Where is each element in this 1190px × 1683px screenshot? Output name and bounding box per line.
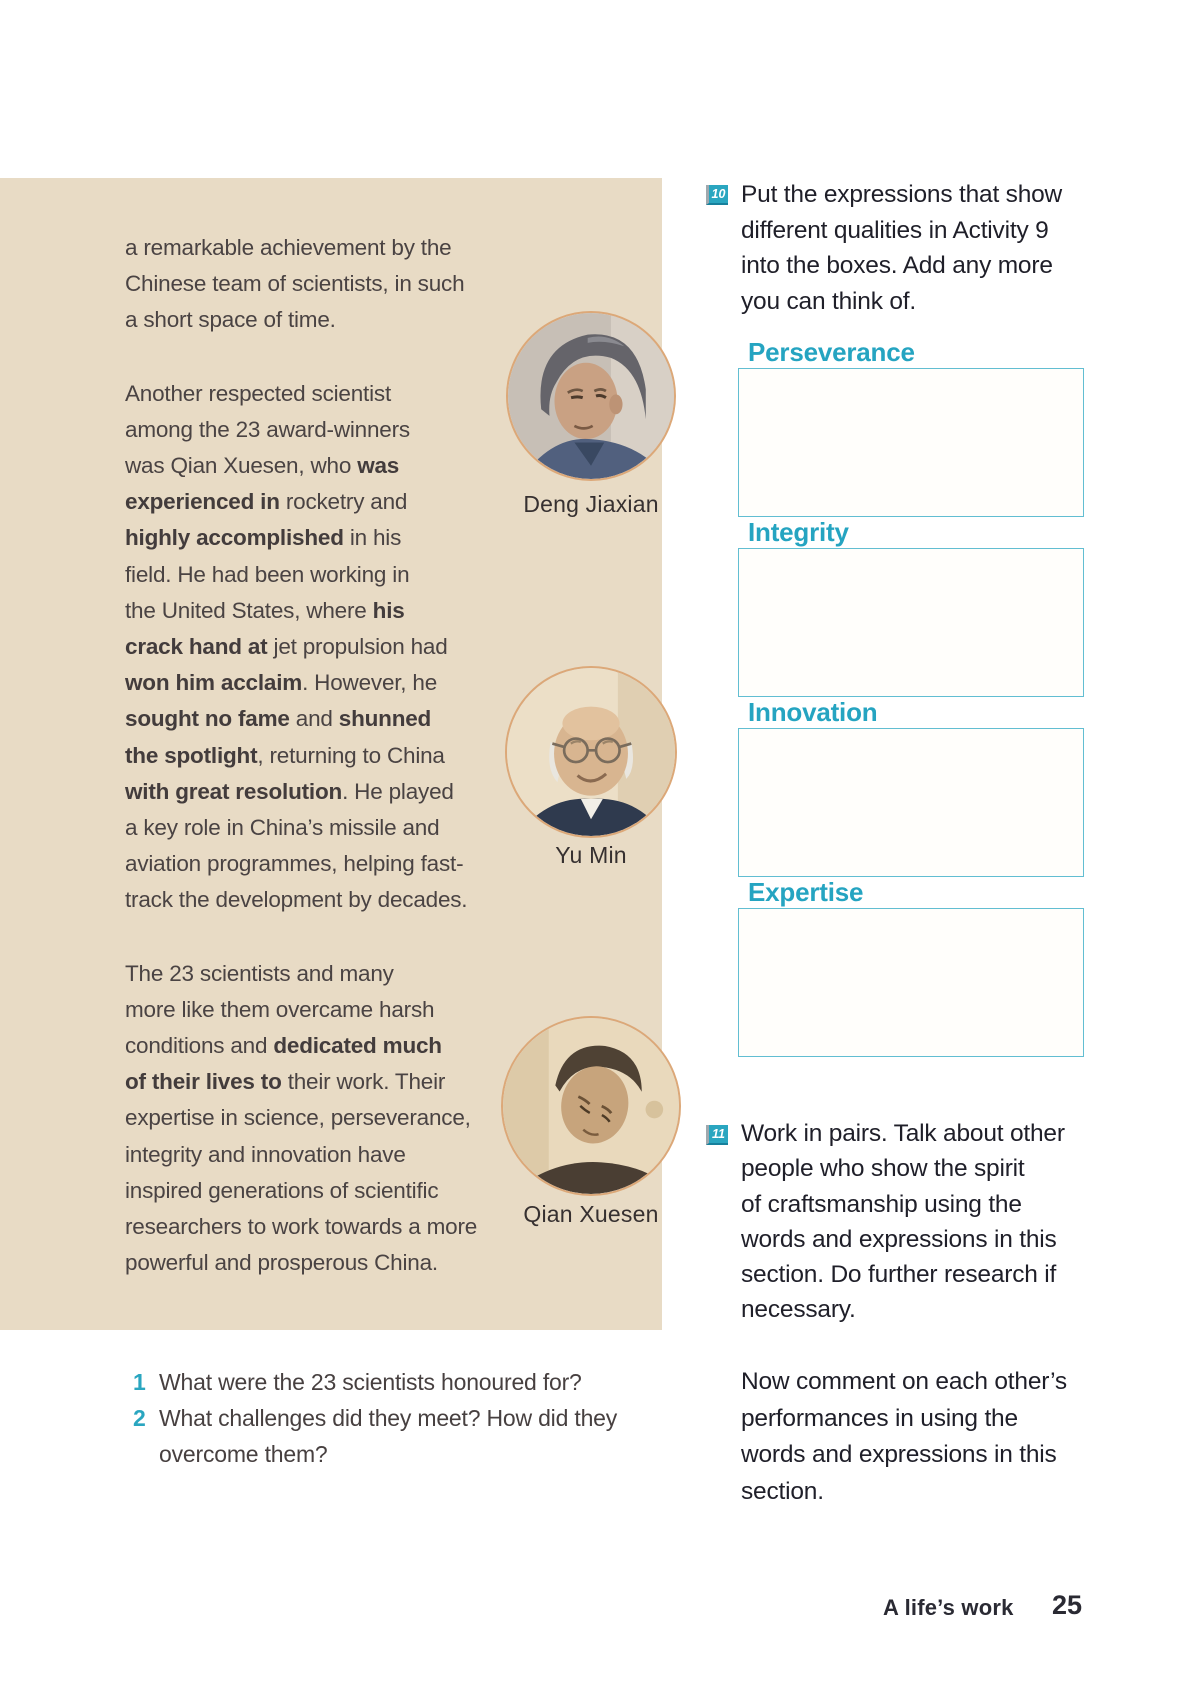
- photo-caption-qian-xuesen: Qian Xuesen: [523, 1201, 659, 1227]
- quality-boxes-container: [738, 338, 1084, 1058]
- footer-page-number: 25: [1052, 1590, 1083, 1620]
- quality-group-innovation: [738, 698, 1084, 877]
- activity-10-badge: 10: [706, 185, 728, 205]
- portrait-qian-xuesen-image: [501, 1016, 681, 1196]
- quality-box-expertise[interactable]: [738, 908, 1084, 1057]
- quality-label-innovation: Innovation: [748, 697, 878, 727]
- question-number: 2: [133, 1405, 146, 1431]
- quality-box-innovation[interactable]: [738, 728, 1084, 877]
- photo-yu-min: [505, 666, 677, 868]
- quality-label-integrity: Integrity: [748, 517, 849, 547]
- question-item-2: [133, 1400, 693, 1472]
- quality-group-integrity: [738, 518, 1084, 697]
- article-paragraph: The 23 scientists and many more like them overcame harsh conditions and dedicated much of their lives to their work. Their expertise in science, perseverance, integrity and innovation have inspired generations of scientific researchers to work towards a more powerful and prosperous China.: [125, 960, 478, 1276]
- article-paragraph: a remarkable achievement by the Chinese team of scientists, in such a short space of time.: [125, 235, 465, 333]
- quality-box-integrity[interactable]: [738, 548, 1084, 697]
- footer-section-title: A life’s work: [883, 1595, 1014, 1620]
- quality-label-perseverance: Perseverance: [748, 337, 915, 367]
- question-text: What challenges did they meet? How did they overcome them?: [159, 1405, 618, 1467]
- quality-label-expertise: Expertise: [748, 877, 864, 907]
- portrait-deng-jiaxian-image: [506, 311, 676, 481]
- photo-qian-xuesen: [501, 1016, 681, 1227]
- activity-11-badge: 11: [706, 1125, 728, 1145]
- photo-caption-deng-jiaxian: Deng Jiaxian: [523, 491, 659, 517]
- article-paragraph: Another respected scientist among the 23 award-winners was Qian Xuesen, who was experienced in rocketry and highly accomplished in his field. He had been working in the United States, where his crack hand at jet propulsion had won him acclaim. However, he sought no fame and shunned the spotlight, returning to China with great resolution. He played a key role in China’s missile and aviation programmes, helping fast- track the development by decades.: [125, 380, 468, 913]
- portrait-yu-min-image: [505, 666, 677, 838]
- question-item-1: [133, 1364, 693, 1400]
- comprehension-questions: [133, 1364, 693, 1472]
- photo-deng-jiaxian: [506, 311, 676, 517]
- question-number: 1: [133, 1369, 146, 1395]
- quality-box-perseverance[interactable]: [738, 368, 1084, 517]
- activity-10-instructions: Put the expressions that show different qualities in Activity 9 into the boxes. Add any more you can think of.: [741, 181, 1063, 315]
- photo-caption-yu-min: Yu Min: [555, 842, 627, 868]
- activity-11-instructions: Work in pairs. Talk about other people who show the spirit of craftsmanship using the words and expressions in this section. Do further research if necessary.: [741, 1120, 1065, 1324]
- quality-group-perseverance: [738, 338, 1084, 517]
- activity-11-followup: Now comment on each other’s performances in using the words and expressions in this section.: [741, 1368, 1067, 1505]
- question-text: What were the 23 scientists honoured for?: [159, 1369, 582, 1395]
- quality-group-expertise: [738, 878, 1084, 1057]
- article-text: [125, 230, 485, 1318]
